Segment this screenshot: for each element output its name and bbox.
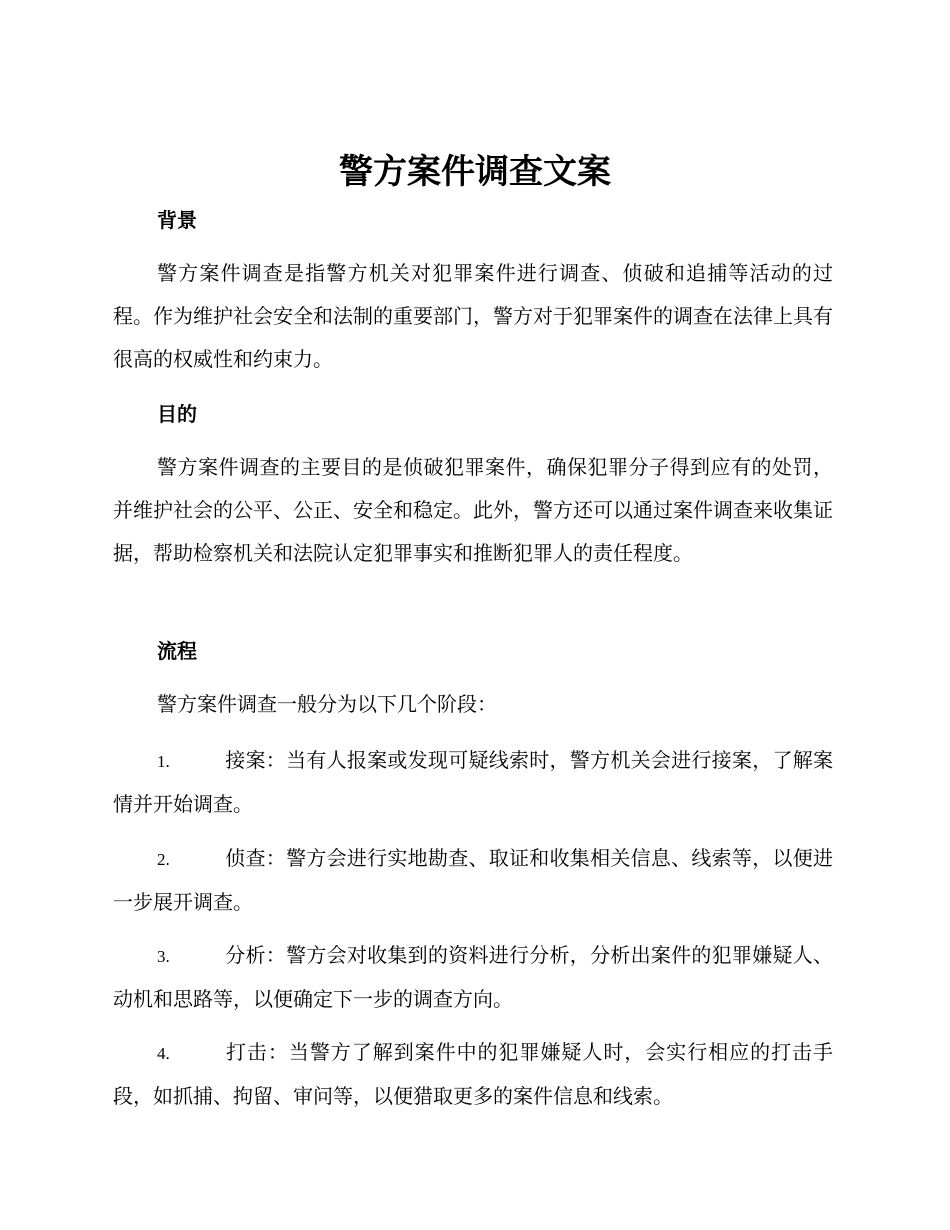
section-paragraph-process-intro: 警方案件调查一般分为以下几个阶段：	[157, 692, 497, 716]
list-item-number: 2.	[157, 850, 170, 869]
list-item-text: 打击：当警方了解到案件中的犯罪嫌疑人时，会实行相应的打击手段，如抓捕、拘留、审问等，以便猎取更多的案件信息和线索。	[113, 1040, 833, 1108]
list-item-number: 4.	[157, 1044, 170, 1063]
list-item-number: 1.	[157, 752, 170, 771]
section-heading-purpose: 目的	[157, 402, 197, 426]
section-paragraph-background: 警方案件调查是指警方机关对犯罪案件进行调查、侦破和追捕等活动的过程。作为维护社会安全和法制的重要部门，警方对于犯罪案件的调查在法律上具有很高的权威性和约束力。	[113, 261, 833, 371]
list-item	[113, 837, 833, 924]
section-heading-process: 流程	[157, 639, 197, 663]
document-title: 警方案件调查文案	[339, 152, 611, 192]
list-item	[113, 1031, 833, 1118]
list-item-number: 3.	[157, 947, 170, 966]
list-item	[113, 739, 833, 826]
list-item-text: 分析：警方会对收集到的资料进行分析，分析出案件的犯罪嫌疑人、动机和思路等，以便确定下一步的调查方向。	[113, 943, 833, 1011]
list-item-text: 接案：当有人报案或发现可疑线索时，警方机关会进行接案，了解案情并开始调查。	[113, 748, 833, 816]
list-item	[113, 934, 833, 1021]
section-heading-background: 背景	[157, 208, 197, 232]
list-item-text: 侦查：警方会进行实地勘查、取证和收集相关信息、线索等，以便进一步展开调查。	[113, 846, 833, 914]
section-paragraph-purpose: 警方案件调查的主要目的是侦破犯罪案件，确保犯罪分子得到应有的处罚，并维护社会的公平、公正、安全和稳定。此外，警方还可以通过案件调查来收集证据，帮助检察机关和法院认定犯罪事实和推断犯罪人的责任程度。	[113, 455, 833, 565]
